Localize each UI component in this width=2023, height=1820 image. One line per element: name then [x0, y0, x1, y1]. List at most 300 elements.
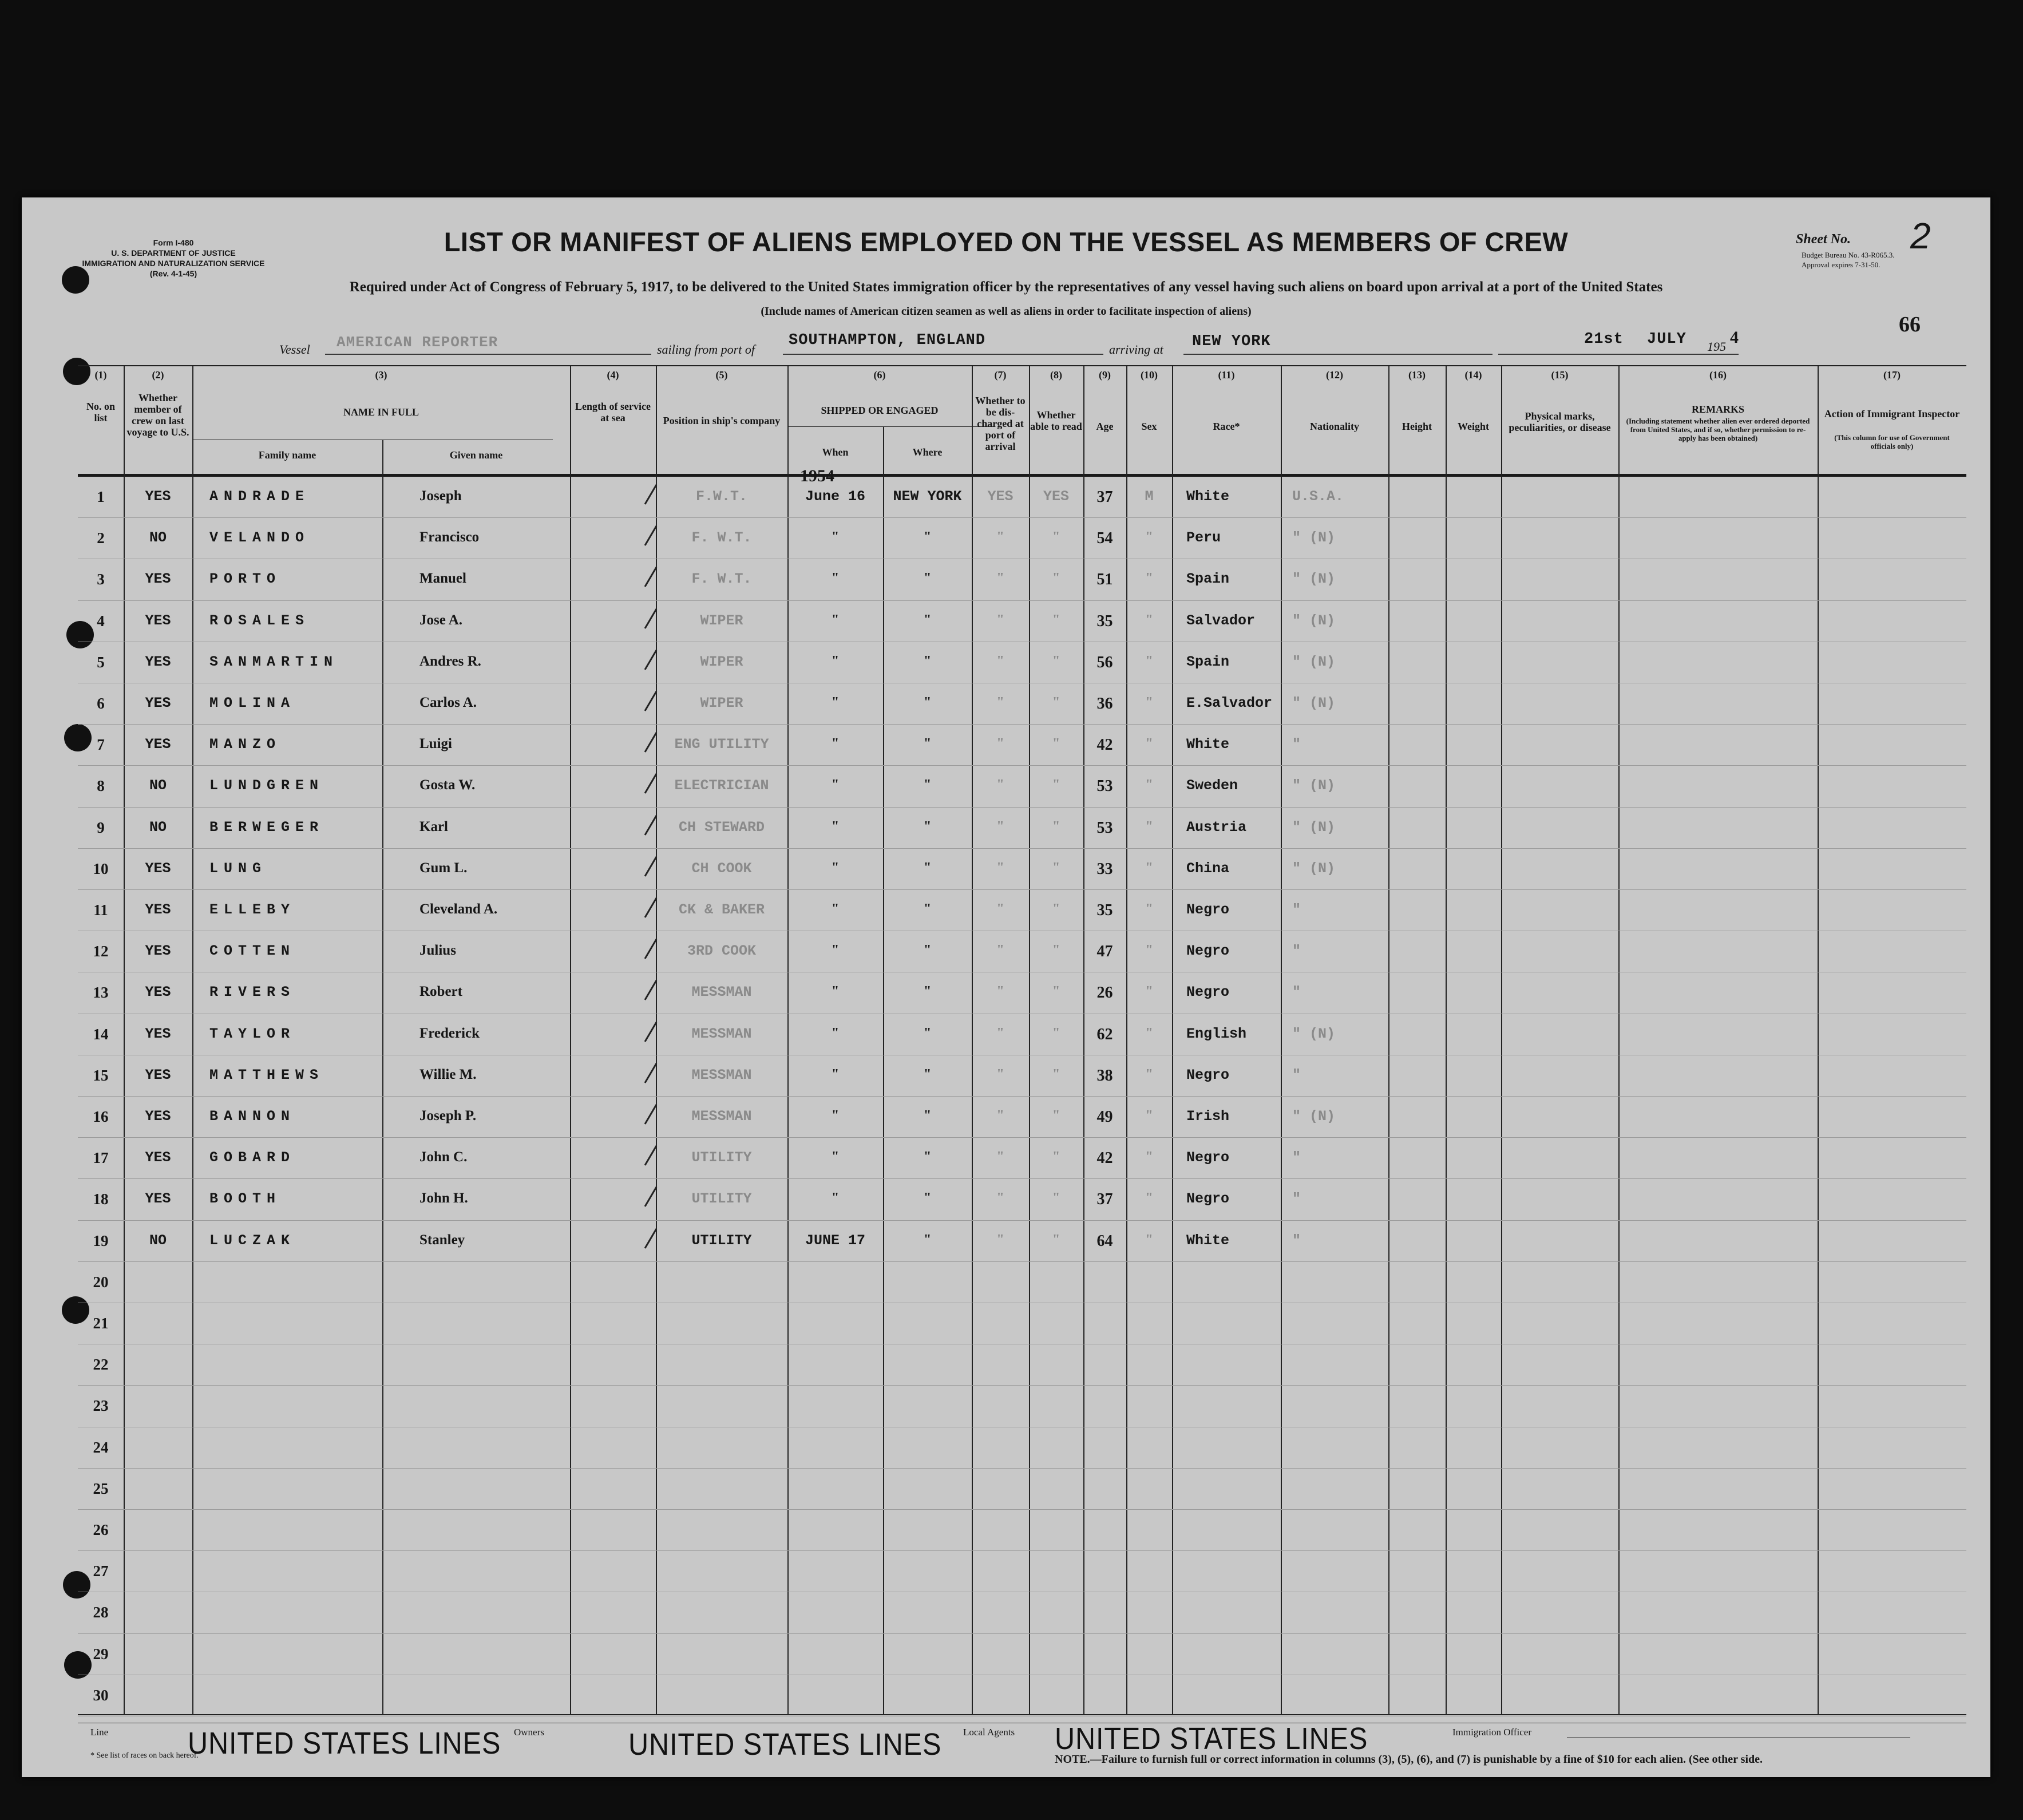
cell-where: " — [923, 984, 932, 999]
cell-sex: " — [1145, 736, 1153, 751]
cell-where: " — [923, 819, 932, 834]
cell-given-name: Andres R. — [419, 654, 481, 669]
vessel-underline — [325, 354, 651, 355]
col-number: (10) — [1141, 369, 1158, 381]
cell-position: ENG UTILITY — [674, 736, 769, 753]
cell-discharged: " — [996, 901, 1004, 916]
cell-sex: M — [1145, 488, 1154, 505]
cell-race: Salvador — [1186, 612, 1256, 629]
table-bottom-line — [78, 1714, 1966, 1715]
cell-member: YES — [145, 860, 171, 877]
cell-given-name: Willie M. — [419, 1067, 477, 1082]
vessel-name: AMERICAN REPORTER — [336, 334, 498, 351]
cell-sex: " — [1145, 819, 1153, 834]
cell-sex: " — [1145, 1067, 1153, 1082]
budget-line-1: Budget Bureau No. 43-R065.3. — [1802, 251, 1895, 259]
cell-given-name: Joseph P. — [419, 1108, 477, 1123]
sailing-from: SOUTHAMPTON, ENGLAND — [789, 332, 986, 349]
cell-member: YES — [145, 984, 171, 1000]
cell-position: MESSMAN — [691, 984, 752, 1000]
cell-able-read: " — [1052, 612, 1060, 627]
cell-position: 3RD COOK — [687, 943, 757, 959]
cell-race: Negro — [1186, 1190, 1230, 1207]
cell-given-name: Manuel — [419, 571, 466, 586]
cell-discharged: " — [996, 943, 1004, 958]
cell-given-name: Cleveland A. — [419, 901, 498, 917]
cell-nationality: " (N) — [1292, 612, 1336, 629]
cell-family-name: PORTO — [209, 571, 282, 587]
header-age: Age — [1096, 421, 1114, 432]
cell-discharged: " — [996, 736, 1004, 751]
budget-note — [1802, 250, 1894, 270]
arrival-month: JULY — [1647, 331, 1687, 348]
cell-sex: " — [1145, 612, 1153, 627]
sailing-underline — [783, 354, 1103, 355]
cell-discharged: " — [996, 529, 1004, 544]
cell-sex: " — [1145, 1190, 1153, 1205]
cell-where: " — [923, 860, 932, 875]
cell-age: 36 — [1096, 695, 1113, 713]
cell-where: " — [923, 901, 932, 916]
cell-given-name: Frederick — [419, 1026, 480, 1041]
subtitle: Required under Act of Congress of February 5, 1917, to be delivered to the United States immigration officer by the representatives of any vessel having such aliens on board upon arrival at a port of the United States — [349, 279, 1663, 295]
cell-able-read: " — [1052, 1026, 1060, 1040]
cell-nationality: " — [1292, 1190, 1301, 1207]
cell-nationality: " — [1292, 1149, 1301, 1166]
cell-when: " — [831, 1108, 840, 1123]
cell-sex: " — [1145, 529, 1153, 544]
row-number: 16 — [93, 1108, 109, 1125]
cell-family-name: ELLEBY — [209, 901, 296, 918]
cell-able-read: " — [1052, 736, 1060, 751]
cell-able-read: " — [1052, 901, 1060, 916]
cell-when: " — [831, 943, 840, 958]
col-number: (9) — [1099, 369, 1111, 381]
subnote: (Include names of American citizen seamen as well as aliens in order to facilitate inspection of aliens) — [761, 305, 1252, 318]
row-number: 20 — [93, 1273, 109, 1291]
cell-given-name: Gosta W. — [419, 777, 476, 793]
col-number: (7) — [994, 369, 1007, 381]
cell-where: " — [923, 1190, 932, 1205]
cell-family-name: VELANDO — [209, 529, 310, 546]
cell-discharged: " — [996, 1067, 1004, 1082]
cell-when: " — [831, 736, 840, 751]
cell-given-name: Karl — [419, 819, 448, 834]
cell-age: 37 — [1096, 1190, 1113, 1208]
cell-sex: " — [1145, 984, 1153, 999]
cell-family-name: BERWEGER — [209, 819, 324, 836]
header-whether-member: Whether member of crew on last voyage to U.S. — [126, 392, 189, 438]
form-number: Form I-480 — [153, 238, 194, 247]
row-rule — [78, 807, 1966, 808]
cell-given-name: Francisco — [419, 529, 480, 545]
header-physical: Physical marks, peculiarities, or disease — [1509, 410, 1611, 433]
col-divider — [1618, 365, 1620, 1714]
cell-able-read: " — [1052, 984, 1060, 999]
cell-race: Irish — [1186, 1108, 1230, 1125]
cell-discharged: " — [996, 1026, 1004, 1040]
owners-stamp: UNITED STATES LINES — [628, 1727, 942, 1762]
cell-when: JUNE 17 — [805, 1232, 866, 1249]
cell-nationality: " (N) — [1292, 1026, 1336, 1042]
row-number: 8 — [97, 777, 105, 794]
cell-position: CH COOK — [691, 860, 752, 877]
row-rule — [78, 1509, 1966, 1510]
cell-discharged: YES — [987, 488, 1014, 505]
cell-age: 47 — [1096, 943, 1113, 960]
cell-able-read: " — [1052, 1149, 1060, 1164]
row-number: 2 — [97, 529, 105, 547]
row-rule — [78, 600, 1966, 601]
cell-family-name: ANDRADE — [209, 488, 310, 505]
cell-member: YES — [145, 612, 171, 629]
cell-family-name: LUNDGREN — [209, 777, 324, 794]
header-discharged: Whether to be dis-charged at port of arrival — [975, 395, 1026, 452]
cell-age: 26 — [1096, 984, 1113, 1002]
arriving-underline — [1183, 354, 1492, 355]
cell-member: YES — [145, 571, 171, 587]
col-divider — [1388, 365, 1389, 1714]
cell-sex: " — [1145, 901, 1153, 916]
cell-nationality: " — [1292, 901, 1301, 918]
cell-able-read: " — [1052, 1067, 1060, 1082]
cell-position: CH STEWARD — [678, 819, 765, 836]
cell-position: ELECTRICIAN — [674, 777, 769, 794]
cell-member: NO — [149, 777, 167, 794]
sheet-no-label: Sheet No. — [1796, 232, 1851, 247]
header-length-service: Length of service at sea — [575, 401, 651, 424]
cell-nationality: " (N) — [1292, 529, 1336, 546]
cell-given-name: Jose A. — [419, 612, 462, 628]
cell-position: MESSMAN — [691, 1067, 752, 1083]
header-name-in-full: NAME IN FULL — [343, 406, 419, 418]
cell-where: " — [923, 1108, 932, 1123]
cell-position: F. W.T. — [691, 571, 752, 587]
cell-discharged: " — [996, 571, 1004, 585]
cell-age: 49 — [1096, 1108, 1113, 1126]
cell-where: " — [923, 943, 932, 958]
cell-member: YES — [145, 1067, 171, 1083]
cell-when: " — [831, 984, 840, 999]
cell-member: YES — [145, 695, 171, 711]
cell-position: UTILITY — [691, 1232, 752, 1249]
cell-age: 42 — [1096, 1149, 1113, 1167]
cell-age: 38 — [1096, 1067, 1113, 1085]
col-number: (11) — [1218, 369, 1235, 381]
cell-discharged: " — [996, 1190, 1004, 1205]
header-remarks-note: (Including statement whether alien ever ordered deported from United States, and if so, whether permission to re-apply has been obtained) — [1626, 417, 1810, 442]
row-number: 3 — [97, 571, 105, 588]
row-rule — [78, 517, 1966, 518]
row-number: 28 — [93, 1604, 109, 1621]
cell-age: 37 — [1096, 488, 1113, 506]
cell-able-read: " — [1052, 529, 1060, 544]
cell-when: " — [831, 571, 840, 585]
cell-where: " — [923, 736, 932, 751]
cell-sex: " — [1145, 571, 1153, 585]
cell-member: YES — [145, 654, 171, 670]
footer-officer-label: Immigration Officer — [1452, 1727, 1532, 1738]
col-divider — [1172, 365, 1173, 1714]
header-weight: Weight — [1457, 421, 1489, 432]
header-action-note: (This column for use of Government officials only) — [1834, 433, 1950, 450]
cell-where: " — [923, 1067, 932, 1082]
cell-age: 56 — [1096, 654, 1113, 671]
cell-when: " — [831, 901, 840, 916]
shipped-subheader-line — [787, 426, 993, 427]
cell-nationality: " (N) — [1292, 819, 1336, 836]
cell-family-name: LUCZAK — [209, 1232, 296, 1249]
cell-race: White — [1186, 1232, 1230, 1249]
col-number: (15) — [1551, 369, 1569, 381]
sheet-no-value: 2 — [1910, 215, 1931, 256]
cell-where: " — [923, 695, 932, 710]
col-divider — [570, 365, 571, 1714]
cell-where: " — [923, 1026, 932, 1040]
cell-age: 62 — [1096, 1026, 1113, 1043]
cell-discharged: " — [996, 860, 1004, 875]
cell-when: " — [831, 1149, 840, 1164]
row-number: 27 — [93, 1562, 109, 1580]
arriving-at: NEW YORK — [1192, 333, 1271, 350]
cell-family-name: ROSALES — [209, 612, 310, 629]
cell-nationality: " — [1292, 984, 1301, 1000]
row-rule — [78, 1633, 1966, 1634]
manifest-sheet — [22, 197, 1990, 1777]
arriving-label: arriving at — [1109, 342, 1163, 357]
year-handwritten: 4 — [1730, 328, 1739, 347]
cell-race: Spain — [1186, 571, 1230, 587]
cell-age: 51 — [1096, 571, 1113, 588]
cell-member: YES — [145, 1108, 171, 1125]
cell-given-name: Stanley — [419, 1232, 465, 1248]
cell-when: " — [831, 529, 840, 544]
cell-sex: " — [1145, 1149, 1153, 1164]
cell-race: Sweden — [1186, 777, 1238, 794]
cell-position: UTILITY — [691, 1149, 752, 1166]
col-number: (4) — [607, 369, 619, 381]
table-header-bottom-line — [78, 474, 1966, 477]
sailing-label: sailing from port of — [657, 342, 755, 357]
row-number: 17 — [93, 1149, 109, 1166]
col-number: (8) — [1050, 369, 1062, 381]
cell-position: CK & BAKER — [678, 901, 765, 918]
cell-family-name: MANZO — [209, 736, 282, 753]
row-rule — [78, 724, 1966, 725]
col-divider — [1446, 365, 1447, 1714]
cell-family-name: LUNG — [209, 860, 267, 877]
year-printed: 195 — [1707, 339, 1726, 354]
service-name: IMMIGRATION AND NATURALIZATION SERVICE — [82, 259, 265, 268]
row-rule — [78, 1178, 1966, 1179]
cell-when: " — [831, 1190, 840, 1205]
cell-discharged: " — [996, 777, 1004, 792]
cell-age: 33 — [1096, 860, 1113, 878]
row-number: 13 — [93, 984, 109, 1001]
cell-where: " — [923, 1232, 932, 1247]
cell-age: 54 — [1096, 529, 1113, 547]
col-number: (1) — [94, 369, 107, 381]
header-action: Action of Immigrant Inspector — [1824, 408, 1960, 420]
cell-race: White — [1186, 488, 1230, 505]
row-number: 14 — [93, 1026, 109, 1043]
cell-race: E.Salvador — [1186, 695, 1273, 711]
row-number: 21 — [93, 1315, 109, 1332]
cell-where: " — [923, 612, 932, 627]
header-nationality: Nationality — [1309, 421, 1359, 432]
cell-nationality: " — [1292, 943, 1301, 959]
date-underline — [1498, 354, 1739, 355]
cell-discharged: " — [996, 1232, 1004, 1247]
row-rule — [78, 1550, 1966, 1551]
cell-family-name: TAYLOR — [209, 1026, 296, 1042]
cell-sex: " — [1145, 777, 1153, 792]
cell-race: Negro — [1186, 901, 1230, 918]
agents-stamp: UNITED STATES LINES — [1055, 1722, 1368, 1756]
cell-able-read: YES — [1043, 488, 1069, 505]
cell-when: " — [831, 1026, 840, 1040]
cell-where: " — [923, 654, 932, 668]
col-divider — [1818, 365, 1819, 1714]
row-rule — [78, 765, 1966, 766]
cell-able-read: " — [1052, 654, 1060, 668]
row-number: 11 — [93, 901, 108, 919]
row-number: 18 — [93, 1190, 109, 1208]
header-shipped: SHIPPED OR ENGAGED — [821, 405, 939, 416]
col-number: (6) — [873, 369, 886, 381]
col-number: (3) — [375, 369, 387, 381]
row-number: 12 — [93, 943, 109, 960]
cell-when: June 16 — [805, 488, 866, 505]
row-number: 26 — [93, 1521, 109, 1538]
cell-member: NO — [149, 819, 167, 836]
cell-given-name: Robert — [419, 984, 462, 999]
cell-age: 53 — [1096, 819, 1113, 837]
cell-member: YES — [145, 901, 171, 918]
cell-position: F.W.T. — [695, 488, 747, 505]
cell-when: " — [831, 819, 840, 834]
officer-signature-line — [1567, 1737, 1910, 1738]
header-sex: Sex — [1141, 421, 1157, 432]
header-family-name: Family name — [258, 449, 316, 461]
cell-sex: " — [1145, 1026, 1153, 1040]
cell-nationality: " — [1292, 736, 1301, 753]
cell-position: WIPER — [700, 695, 743, 711]
cell-member: YES — [145, 488, 171, 505]
header-no-on-list: No. on list — [86, 401, 115, 424]
row-number: 15 — [93, 1067, 109, 1084]
cell-position: F. W.T. — [691, 529, 752, 546]
cell-nationality: " (N) — [1292, 695, 1336, 711]
cell-where: NEW YORK — [893, 488, 962, 505]
cell-when: " — [831, 1067, 840, 1082]
cell-when: " — [831, 654, 840, 668]
cell-race: Peru — [1186, 529, 1221, 546]
cell-sex: " — [1145, 1232, 1153, 1247]
cell-discharged: " — [996, 612, 1004, 627]
row-number: 6 — [97, 695, 105, 712]
row-number: 7 — [97, 736, 105, 753]
cell-able-read: " — [1052, 1108, 1060, 1123]
cell-given-name: Carlos A. — [419, 695, 477, 710]
cell-discharged: " — [996, 984, 1004, 999]
cell-able-read: " — [1052, 860, 1060, 875]
cell-sex: " — [1145, 943, 1153, 958]
cell-nationality: " — [1292, 1067, 1301, 1083]
cell-given-name: Julius — [419, 943, 456, 958]
cell-race: China — [1186, 860, 1230, 877]
row-rule — [78, 1096, 1966, 1097]
col-number: (2) — [152, 369, 164, 381]
row-rule — [78, 1261, 1966, 1262]
budget-line-2: Approval expires 7-31-50. — [1802, 260, 1881, 269]
cell-discharged: " — [996, 1149, 1004, 1164]
page-mark: 66 — [1899, 312, 1921, 337]
cell-position: UTILITY — [691, 1190, 752, 1207]
cell-given-name: John C. — [419, 1149, 468, 1165]
cell-member: YES — [145, 1026, 171, 1042]
cell-sex: " — [1145, 695, 1153, 710]
header-remarks: REMARKS — [1691, 403, 1744, 415]
row-rule — [78, 1220, 1966, 1221]
cell-discharged: " — [996, 654, 1004, 668]
cell-family-name: GOBARD — [209, 1149, 296, 1166]
cell-family-name: BOOTH — [209, 1190, 282, 1207]
footer-line-label: Line — [90, 1727, 109, 1738]
cell-member: YES — [145, 943, 171, 959]
vessel-label: Vessel — [279, 342, 310, 357]
cell-position: WIPER — [700, 612, 743, 629]
cell-where: " — [923, 777, 932, 792]
cell-race: Spain — [1186, 654, 1230, 670]
row-rule — [78, 1468, 1966, 1469]
cell-able-read: " — [1052, 571, 1060, 585]
cell-family-name: RIVERS — [209, 984, 296, 1000]
col-divider — [1501, 365, 1502, 1714]
cell-when: " — [831, 860, 840, 875]
cell-given-name: Joseph — [419, 488, 462, 504]
row-number: 24 — [93, 1439, 109, 1456]
row-number: 4 — [97, 612, 105, 630]
cell-age: 64 — [1096, 1232, 1113, 1250]
row-number: 10 — [93, 860, 109, 877]
cell-family-name: MOLINA — [209, 695, 296, 711]
page-title: LIST OR MANIFEST OF ALIENS EMPLOYED ON THE VESSEL AS MEMBERS OF CREW — [444, 227, 1569, 257]
footer-agents-label: Local Agents — [963, 1727, 1015, 1738]
cell-race: Austria — [1186, 819, 1247, 836]
cell-nationality: " (N) — [1292, 654, 1336, 670]
cell-position: WIPER — [700, 654, 743, 670]
cell-when-year: 1954 — [800, 466, 834, 485]
col-divider — [1281, 365, 1282, 1714]
row-rule — [78, 889, 1966, 890]
department: U. S. DEPARTMENT OF JUSTICE — [111, 248, 236, 258]
races-note: * See list of races on back hereof. — [90, 1751, 199, 1760]
row-number: 9 — [97, 819, 105, 836]
cell-family-name: BANNON — [209, 1108, 296, 1125]
cell-age: 35 — [1096, 612, 1113, 630]
row-number: 29 — [93, 1645, 109, 1663]
cell-race: English — [1186, 1026, 1247, 1042]
cell-race: Negro — [1186, 1067, 1230, 1083]
line-stamp: UNITED STATES LINES — [188, 1726, 501, 1760]
cell-race: Negro — [1186, 984, 1230, 1000]
cell-given-name: John H. — [419, 1190, 468, 1206]
cell-race: Negro — [1186, 943, 1230, 959]
table-top-line — [78, 365, 1966, 366]
cell-nationality: " (N) — [1292, 571, 1336, 587]
footer-owners-label: Owners — [514, 1727, 544, 1738]
